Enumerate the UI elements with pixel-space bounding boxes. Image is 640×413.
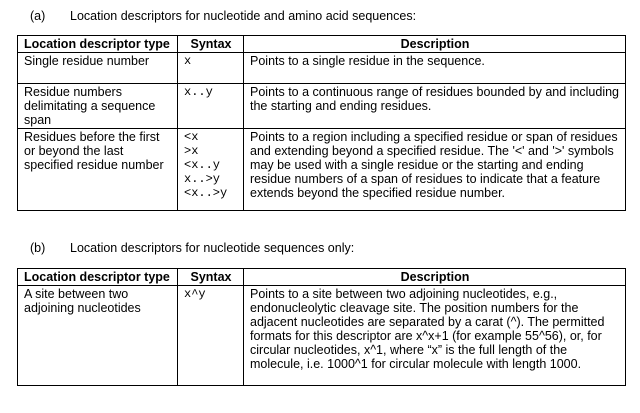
table-row <box>18 286 626 386</box>
row-description: Points to a single residue in the sequence. <box>244 53 626 84</box>
header-type: Location descriptor type <box>18 269 178 286</box>
row-syntax <box>178 286 244 386</box>
syntax-item: x <box>184 54 192 68</box>
row-description: Points to a continuous range of residues bounded by and including the starting and ending residues. <box>244 84 626 129</box>
table-row <box>18 53 626 84</box>
table-row <box>18 84 626 129</box>
syntax-item: <x..y <box>184 158 221 172</box>
row-type: Residues before the first or beyond the last specified residue number <box>18 129 178 211</box>
section-b-title: Location descriptors for nucleotide sequences only: <box>70 241 355 255</box>
header-description: Description <box>244 36 626 53</box>
section-b-heading <box>30 241 354 256</box>
row-syntax <box>178 129 244 211</box>
header-syntax: Syntax <box>178 36 244 53</box>
section-b-label: (b) <box>30 241 46 255</box>
table-b <box>17 268 626 386</box>
table-b-header-row <box>18 269 626 286</box>
header-syntax: Syntax <box>178 269 244 286</box>
row-syntax <box>178 84 244 129</box>
row-type: Residue numbers delimitating a sequence span <box>18 84 178 129</box>
row-description: Points to a region including a specified residue or span of residues and extending beyond a specified residue. The '<' and '>' symbols may be used with a single residue or the starting and ending residue numbers of a span of residues to indicate that a feature extends beyond the specified residue number. <box>244 129 626 211</box>
syntax-item: >x <box>184 144 199 158</box>
table-a-header-row <box>18 36 626 53</box>
syntax-item: x..>y <box>184 172 221 186</box>
header-description: Description <box>244 269 626 286</box>
table-row <box>18 129 626 211</box>
syntax-item: <x..>y <box>184 186 228 200</box>
header-type: Location descriptor type <box>18 36 178 53</box>
row-syntax <box>178 53 244 84</box>
syntax-item: x^y <box>184 287 206 301</box>
row-type: A site between two adjoining nucleotides <box>18 286 178 386</box>
table-a <box>17 35 626 211</box>
row-type: Single residue number <box>18 53 178 84</box>
row-description: Points to a site between two adjoining nucleotides, e.g., endonucleolytic cleavage site. The position numbers for the adjacent nucleotides are separated by a carat (^). The permitted formats for this descriptor are x^x+1 (for example 55^56), or, for circular nucleotides, x^1, where “x” is the full length of the molecule, i.e. 1000^1 for circular molecule with length 1000. <box>244 286 626 386</box>
syntax-item: <x <box>184 130 199 144</box>
section-a-heading <box>30 9 416 24</box>
section-a-label: (a) <box>30 9 46 23</box>
section-a-title: Location descriptors for nucleotide and amino acid sequences: <box>70 9 417 23</box>
syntax-item: x..y <box>184 85 213 99</box>
